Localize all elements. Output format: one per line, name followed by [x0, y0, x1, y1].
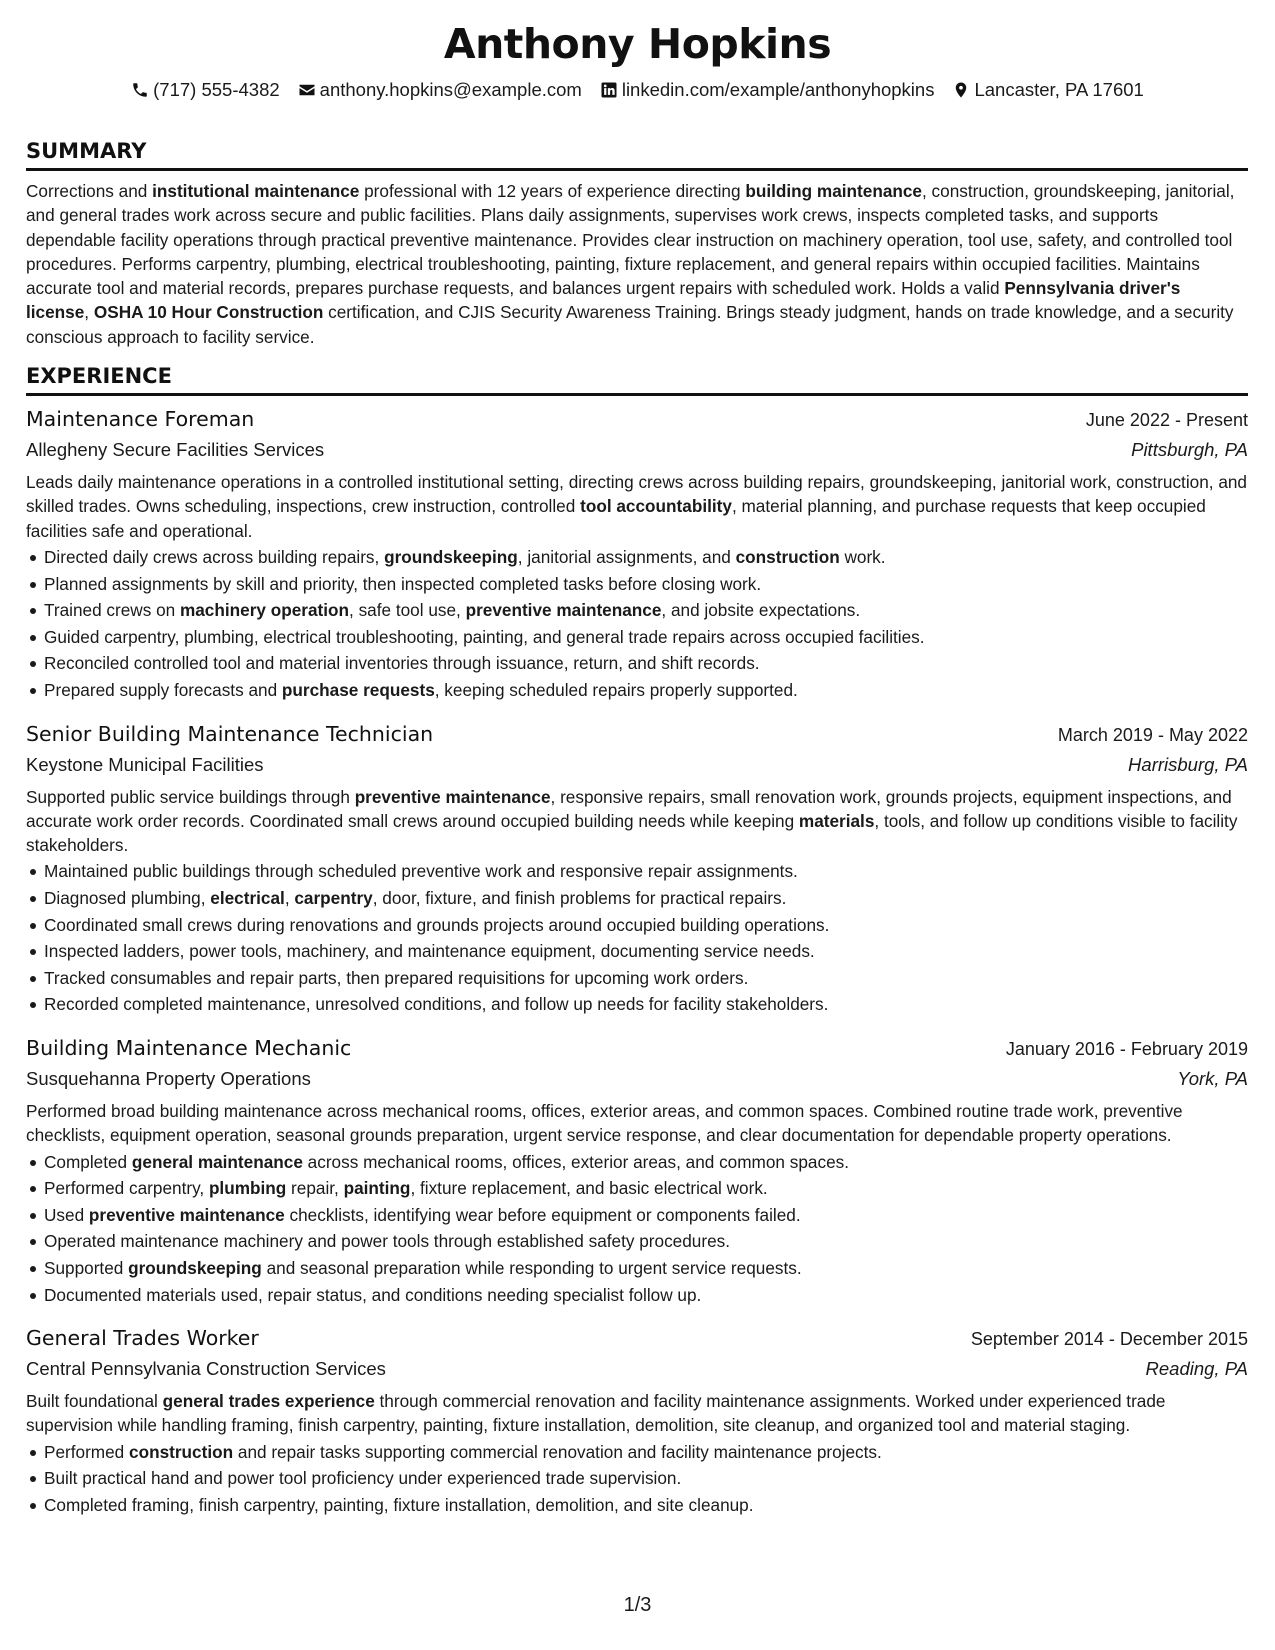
bold-keyword: preventive maintenance: [465, 600, 662, 621]
candidate-name: Anthony Hopkins: [443, 20, 832, 68]
job-header: [26, 719, 1248, 750]
job-company: Susquehanna Property Operations: [26, 1067, 311, 1089]
contact-bar: [0, 79, 1275, 101]
bold-keyword: general trades experience: [162, 1391, 375, 1412]
job-dates: January 2016 - February 2019: [1005, 1038, 1248, 1059]
job-location: Harrisburg, PA: [1128, 753, 1248, 775]
phone-icon: [131, 81, 149, 99]
job-company: Central Pennsylvania Construction Services: [26, 1358, 386, 1380]
contact-location: [952, 79, 1143, 101]
bullet-item: Trained crews on machinery operation, safe tool use, preventive maintenance, and jobsite expectations.: [26, 597, 1248, 624]
contact-location-text: Lancaster, PA 17601: [974, 79, 1144, 100]
map-pin-icon: [952, 81, 970, 99]
job-dates: March 2019 - May 2022: [1057, 724, 1248, 745]
job-description: Built foundational general trades experience through commercial renovation and facility maintenance assignments. Worked under experienced trade supervision while handling framing, finish carpentry, painting, fixture installation, demolition, site cleanup, and organized tool and material staging.: [26, 1391, 1166, 1436]
job-location: Pittsburgh, PA: [1131, 439, 1248, 461]
bold-keyword: machinery operation: [179, 600, 350, 621]
bold-keyword: Pennsylvania driver's license: [26, 278, 1181, 323]
section-title: SUMMARY: [26, 139, 147, 163]
bullet-item: Tracked consumables and repair parts, then prepared requisitions for upcoming work orders.: [26, 965, 1248, 992]
bold-keyword: preventive maintenance: [88, 1204, 285, 1225]
job-title: General Trades Worker: [26, 1326, 259, 1351]
bullet-item: Performed construction and repair tasks supporting commercial renovation and facility maintenance projects.: [26, 1439, 1248, 1466]
bold-keyword: materials: [798, 810, 875, 831]
job-header: [26, 404, 1248, 435]
job-subheader: [26, 1354, 1248, 1384]
bold-keyword: groundskeeping: [128, 1257, 262, 1278]
job-subheader: [26, 435, 1248, 465]
linkedin-icon: [600, 81, 618, 99]
job-company: Allegheny Secure Facilities Services: [26, 439, 325, 461]
job-bullets: [26, 1149, 1248, 1309]
bullet-item: Completed general maintenance across mechanical rooms, offices, exterior areas, and common spaces.: [26, 1149, 1248, 1176]
job-description: Supported public service buildings through preventive maintenance, responsive repairs, small renovation work, grounds projects, equipment inspections, and accurate work order records. Coordinated small crews around occupied building needs while keeping materials, tools, and follow up conditions visible to facility stakeholders.: [26, 786, 1238, 856]
bold-keyword: construction: [129, 1441, 234, 1462]
job-description: Performed broad building maintenance across mechanical rooms, offices, exterior areas, and common spaces. Combined routine trade work, preventive checklists, equipment operation, seasonal grounds preparation, urgent service response, and clear documentation for dependable property operations.: [26, 1100, 1183, 1146]
bullet-item: Used preventive maintenance checklists, identifying wear before equipment or components failed.: [26, 1202, 1248, 1229]
job-dates: June 2022 - Present: [1085, 410, 1248, 431]
job-company: Keystone Municipal Facilities: [26, 753, 264, 775]
bold-keyword: OSHA 10 Hour Construction: [93, 302, 324, 323]
job-title: Maintenance Foreman: [26, 407, 255, 432]
job-subheader: [26, 1064, 1248, 1094]
contact-linkedin: [600, 79, 935, 101]
contact-linkedin-text[interactable]: linkedin.com/example/anthonyhopkins: [621, 79, 935, 100]
bold-keyword: tool accountability: [580, 496, 732, 517]
summary-text: Corrections and institutional maintenance professional with 12 years of experience directing building maintenance, construction, groundskeeping, janitorial, and general trades work across secure and public facilities. Plans daily assignments, supervises work crews, inspects completed tasks, and supports dependable facility operations through practical preventive maintenance. Provides clear instruction on machinery operation, tool use, safety, and controlled tool procedures. Performs carpentry, plumbing, electrical troubleshooting, painting, fixture replacement, and general repairs within occupied facilities. Maintains accurate tool and material records, prepares purchase requests, and balances urgent repairs with scheduled work. Holds a valid Pennsylvania driver's license, OSHA 10 Hour Construction certification, and CJIS Security Awareness Training. Brings steady judgment, hands on trade knowledge, and a security conscious approach to facility service.: [26, 181, 1235, 347]
contact-email: [298, 79, 582, 101]
bullet-item: Planned assignments by skill and priority, then inspected completed tasks before closing work.: [26, 571, 1248, 598]
job-dates: September 2014 - December 2015: [970, 1329, 1248, 1350]
section-title: EXPERIENCE: [26, 364, 172, 389]
bullet-item: Recorded completed maintenance, unresolved conditions, and follow up needs for facility stakeholders.: [26, 991, 1248, 1018]
job-entry: [26, 719, 1248, 1018]
bullet-item: Built practical hand and power tool proficiency under experienced trade supervision.: [26, 1465, 1248, 1492]
page-number: 1/3: [623, 1594, 652, 1616]
bullet-item: Performed carpentry, plumbing repair, painting, fixture replacement, and basic electrical work.: [26, 1175, 1248, 1202]
job-description: Leads daily maintenance operations in a controlled institutional setting, directing crews across building repairs, groundskeeping, janitorial work, construction, and skilled trades. Owns scheduling, inspections, crew instruction, controlled tool accountability, material planning, and purchase requests that keep occupied facilities safe and operational.: [26, 472, 1247, 541]
summary-section: [26, 138, 1248, 349]
bold-keyword: electrical: [210, 888, 285, 909]
job-header: [26, 1323, 1248, 1354]
section-divider: [26, 168, 1248, 171]
contact-email-text[interactable]: anthony.hopkins@example.com: [319, 79, 582, 100]
envelope-icon: [298, 81, 316, 99]
contact-phone: [131, 79, 280, 101]
resume-body: [26, 138, 1248, 1534]
job-title: Senior Building Maintenance Technician: [26, 721, 434, 746]
experience-list: [26, 404, 1248, 1518]
bullet-item: Supported groundskeeping and seasonal preparation while responding to urgent service requests.: [26, 1255, 1248, 1282]
job-header: [26, 1033, 1248, 1064]
bullet-item: Operated maintenance machinery and power tools through established safety procedures.: [26, 1228, 1248, 1255]
contact-phone-text[interactable]: (717) 555-4382: [153, 79, 280, 100]
bold-keyword: construction: [735, 546, 840, 567]
bullet-item: Directed daily crews across building repairs, groundskeeping, janitorial assignments, and construction work.: [26, 544, 1248, 571]
bold-keyword: purchase requests: [281, 679, 435, 700]
bullet-item: Coordinated small crews during renovations and grounds projects around occupied building operations.: [26, 912, 1248, 939]
bold-keyword: institutional maintenance: [152, 181, 360, 201]
bullet-item: Inspected ladders, power tools, machinery, and maintenance equipment, documenting service needs.: [26, 938, 1248, 965]
bold-keyword: groundskeeping: [384, 546, 518, 567]
bold-keyword: building maintenance: [745, 181, 922, 201]
bullet-item: Completed framing, finish carpentry, painting, fixture installation, demolition, and site cleanup.: [26, 1492, 1248, 1519]
job-subheader: [26, 750, 1248, 780]
job-entry: [26, 1033, 1248, 1308]
bold-keyword: carpentry: [294, 888, 373, 909]
bold-keyword: preventive maintenance: [354, 786, 551, 807]
bold-keyword: general maintenance: [131, 1151, 303, 1172]
bullet-item: Prepared supply forecasts and purchase requests, keeping scheduled repairs properly supported.: [26, 677, 1248, 704]
job-title: Building Maintenance Mechanic: [26, 1035, 352, 1060]
job-bullets: [26, 1439, 1248, 1519]
experience-section: [26, 363, 1248, 1518]
bullet-item: Guided carpentry, plumbing, electrical troubleshooting, painting, and general trade repairs across occupied facilities.: [26, 624, 1248, 651]
job-bullets: [26, 544, 1248, 704]
job-entry: [26, 1323, 1248, 1518]
job-location: York, PA: [1177, 1067, 1248, 1089]
bold-keyword: plumbing: [208, 1178, 287, 1199]
bold-keyword: painting: [343, 1178, 411, 1199]
job-bullets: [26, 858, 1248, 1018]
bullet-item: Maintained public buildings through scheduled preventive work and responsive repair assignments.: [26, 858, 1248, 885]
job-entry: [26, 404, 1248, 703]
section-divider: [26, 393, 1248, 396]
bullet-item: Diagnosed plumbing, electrical, carpentry, door, fixture, and finish problems for practical repairs.: [26, 885, 1248, 912]
bullet-item: Reconciled controlled tool and material inventories through issuance, return, and shift records.: [26, 650, 1248, 677]
bullet-item: Documented materials used, repair status, and conditions needing specialist follow up.: [26, 1282, 1248, 1309]
job-location: Reading, PA: [1145, 1358, 1248, 1380]
